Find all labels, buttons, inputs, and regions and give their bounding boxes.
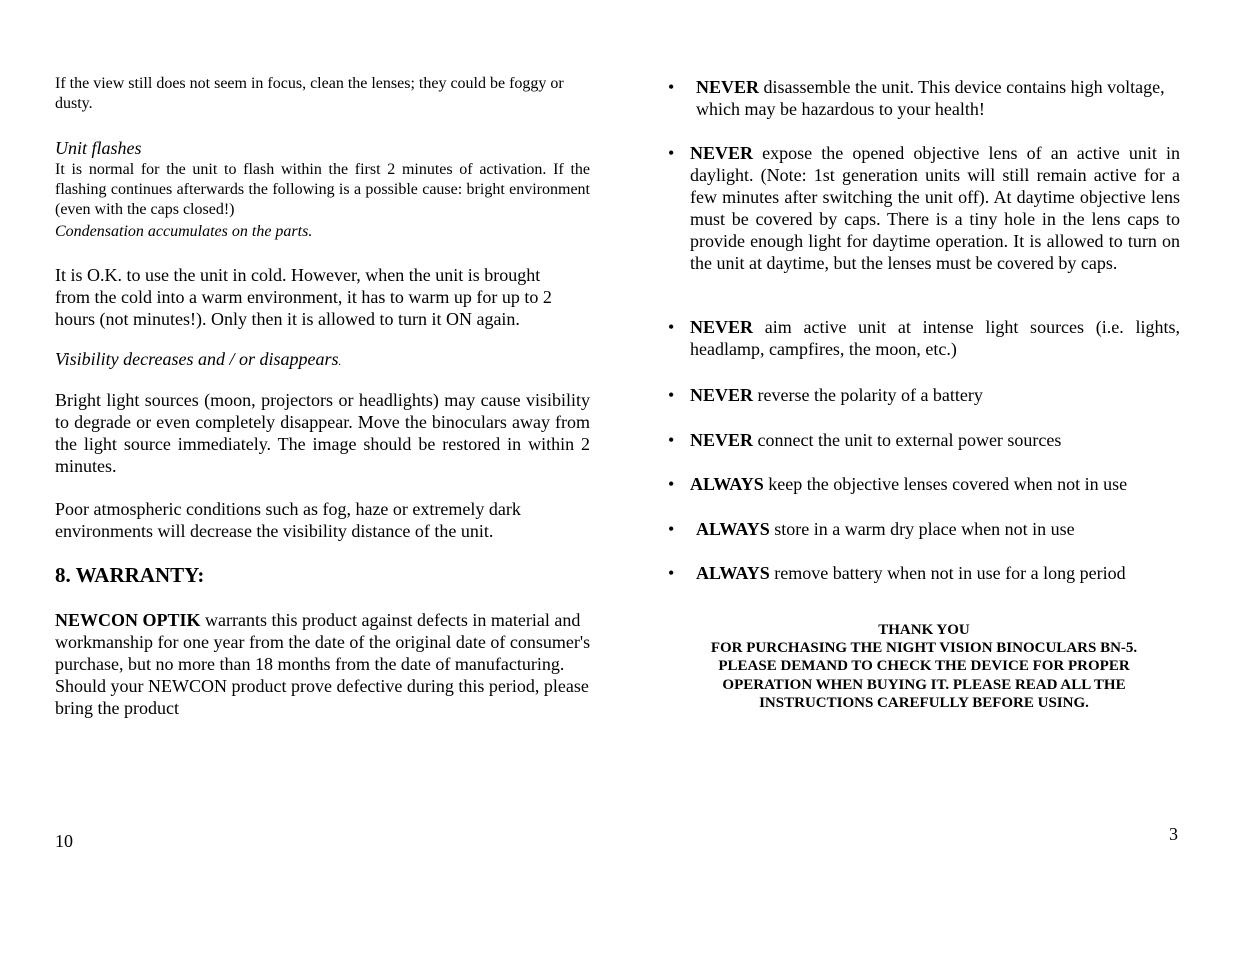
- warranty-paragraph: [55, 609, 592, 719]
- bullet-text: NEVER aim active unit at intense light sources (i.e. lights, headlamp, campfires, the moon, etc.): [690, 317, 1180, 359]
- bullet-dot: •: [668, 77, 675, 97]
- condensation-heading: Condensation accumulates on the parts.: [55, 223, 313, 240]
- bullet-text: NEVER reverse the polarity of a battery: [690, 385, 983, 405]
- thanks-line: FOR PURCHASING THE NIGHT VISION BINOCULARS BN-5.: [710, 640, 1138, 657]
- thanks-line: OPERATION WHEN BUYING IT. PLEASE READ ALL THE: [722, 676, 1126, 693]
- unit-flashes-heading: Unit flashes: [55, 138, 142, 158]
- thanks-line: PLEASE DEMAND TO CHECK THE DEVICE FOR PROPER: [718, 658, 1130, 675]
- bullet-dot: •: [668, 143, 675, 163]
- thank-you-notice: [668, 621, 1180, 712]
- right-page: [668, 0, 1180, 954]
- bullet-text: NEVER connect the unit to external power sources: [690, 430, 1062, 450]
- bullet-text: NEVER expose the opened objective lens of an active unit in daylight. (Note: 1st generation units will still remain active for a few minutes after switching the unit off). At daytime objective lens must be covered by caps. There is a tiny hole in the lens caps to provide enough light for daytime operation. It is allowed to turn on the unit at daytime, but the lenses must be covered by caps.: [690, 143, 1180, 273]
- bullet-dot: •: [668, 317, 675, 337]
- warranty-section-heading: 8. WARRANTY:: [55, 563, 205, 587]
- bullet-dot: •: [668, 563, 675, 583]
- bullet-text: NEVER disassemble the unit. This device contains high voltage, which may be hazardous to your health!: [696, 77, 1165, 119]
- thanks-line: INSTRUCTIONS CAREFULLY BEFORE USING.: [759, 694, 1089, 711]
- left-page: [55, 0, 590, 954]
- cold-paragraph: It is O.K. to use the unit in cold. However, when the unit is brought from the cold into a warm environment, it has to warm up for up to 2 hours (not minutes!). Only then it is allowed to turn it ON again.: [55, 265, 552, 329]
- bullet-text: ALWAYS keep the objective lenses covered when not in use: [690, 474, 1128, 494]
- atmospheric-paragraph: Poor atmospheric conditions such as fog, haze or extremely dark environments will decrease the visibility distance of the unit.: [55, 499, 521, 541]
- bullet-dot: •: [668, 474, 675, 494]
- bullet-dot: •: [668, 430, 675, 450]
- page-number-left: 10: [55, 831, 73, 851]
- visibility-heading-text: Visibility decreases and / or disappears: [55, 349, 339, 369]
- bullet-dot: •: [668, 385, 675, 405]
- bullet-dot: •: [668, 519, 675, 539]
- bright-light-paragraph: Bright light sources (moon, projectors or headlights) may cause visibility to degrade or even completely disappear. Move the binoculars away from the light source immediately. The image should be restored in within 2 minutes.: [55, 390, 590, 476]
- visibility-heading-dot: .: [338, 356, 342, 368]
- page-number-right: 3: [1169, 824, 1178, 844]
- bullet-text: ALWAYS store in a warm dry place when not in use: [696, 519, 1075, 539]
- thanks-line: THANK YOU: [878, 622, 970, 638]
- flashes-paragraph: It is normal for the unit to flash within the first 2 minutes of activation. If the flashing continues afterwards the following is a possible cause: bright environment (even with the caps closed!): [55, 161, 590, 218]
- visibility-heading: [55, 348, 590, 373]
- brand-name: NEWCON OPTIK: [55, 610, 201, 630]
- warranty-text: warrants this product against defects in material and workmanship for one year from the date of the original date of consumer's purchase, but no more than 18 months from the date of manufacturing. Should your NEWCON product prove defective during this period, please bring the product: [55, 610, 591, 718]
- focus-paragraph: If the view still does not seem in focus, clean the lenses; they could be foggy or dusty.: [55, 75, 564, 112]
- bullet-text: ALWAYS remove battery when not in use for a long period: [696, 563, 1126, 583]
